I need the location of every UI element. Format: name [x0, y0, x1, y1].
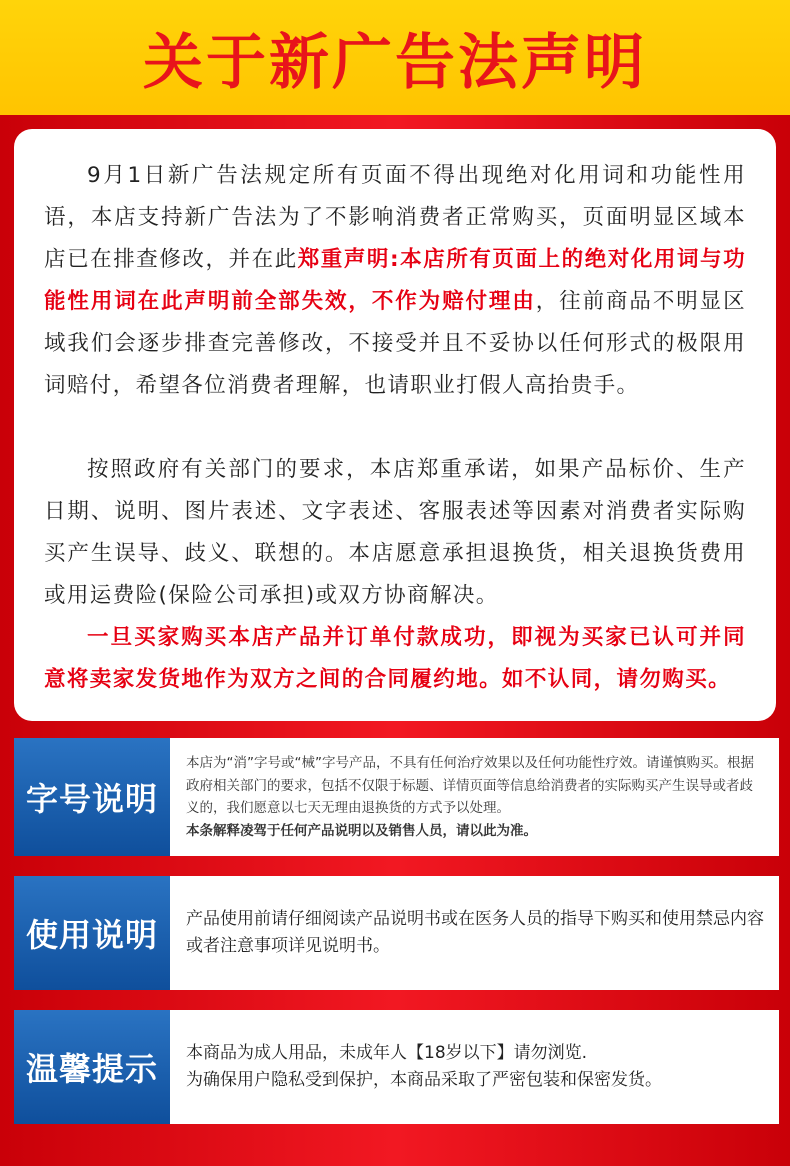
section-red-text: 本条解释凌驾于任何产品说明以及销售人员，请以此为准。	[186, 822, 537, 839]
section-text: 产品使用前请仔细阅读产品说明书或在医务人员的指导下购买和使用禁忌内容或者注意事项详见说明书。	[186, 909, 764, 956]
page-title: 关于新广告法声明	[143, 27, 647, 98]
section-usage-notice	[14, 876, 779, 990]
notice-card	[14, 129, 776, 721]
section-body	[186, 876, 765, 990]
section-font-notice	[14, 738, 779, 856]
notice-paragraph-3: 一旦买家购买本店产品并订单付款成功，即视为买家已认可并同意将卖家发货地作为双方之间的合同履约地。如不认同，请勿购买。	[44, 625, 746, 692]
notice-paragraph-2: 按照政府有关部门的要求，本店郑重承诺，如果产品标价、生产日期、说明、图片表述、文字表述、客服表述等因素对消费者实际购买产生误导、歧义、联想的。本店愿意承担退换货，相关退换货费用或用运费险(保险公司承担)或双方协商解决。	[44, 457, 746, 608]
header-banner	[0, 0, 790, 115]
section-warm-tips	[14, 1010, 779, 1124]
notice-p1-text-a: 9月1日新广告法规定所有页面不得出现绝对化用词和功能性用语，本店支持新广告法为了不影响消费者正常购买，页面明显区域本店已在排查修改，并在此	[44, 163, 746, 272]
section-label: 使用说明	[25, 916, 158, 954]
section-label: 温馨提示	[25, 1050, 158, 1088]
section-label: 字号说明	[25, 780, 158, 818]
section-text-line-2: 为确保用户隐私受到保护，本商品采取了严密包装和保密发货。	[186, 1070, 662, 1090]
section-body	[186, 1010, 765, 1124]
section-label-box	[14, 876, 170, 990]
section-text: 本店为“消”字号或“械”字号产品，不具有任何治疗效果以及任何功能性疗效。请谨慎购买。根据政府相关部门的要求，包括不仅限于标题、详情页面等信息给消费者的实际购买产生误导或者歧义的，我们愿意以七天无理由退换货的方式予以处理。	[186, 755, 754, 816]
notice-p1-highlight: 郑重声明:本店所有页面上的绝对化用词与功能性用词在此声明前全部失效，不作为赔付理由	[44, 247, 746, 314]
notice-p1-text-b: ，往前商品不明显区域我们会逐步排查完善修改，不接受并且不妥协以任何形式的极限用词赔付，希望各位消费者理解，也请职业打假人高抬贵手。	[44, 289, 747, 398]
section-text-line-1: 本商品为成人用品，未成年人【18岁以下】请勿浏览.	[186, 1043, 588, 1063]
section-label-box	[14, 1010, 170, 1124]
section-body	[186, 738, 765, 856]
section-label-box	[14, 738, 170, 856]
notice-paragraph-1	[44, 155, 746, 407]
